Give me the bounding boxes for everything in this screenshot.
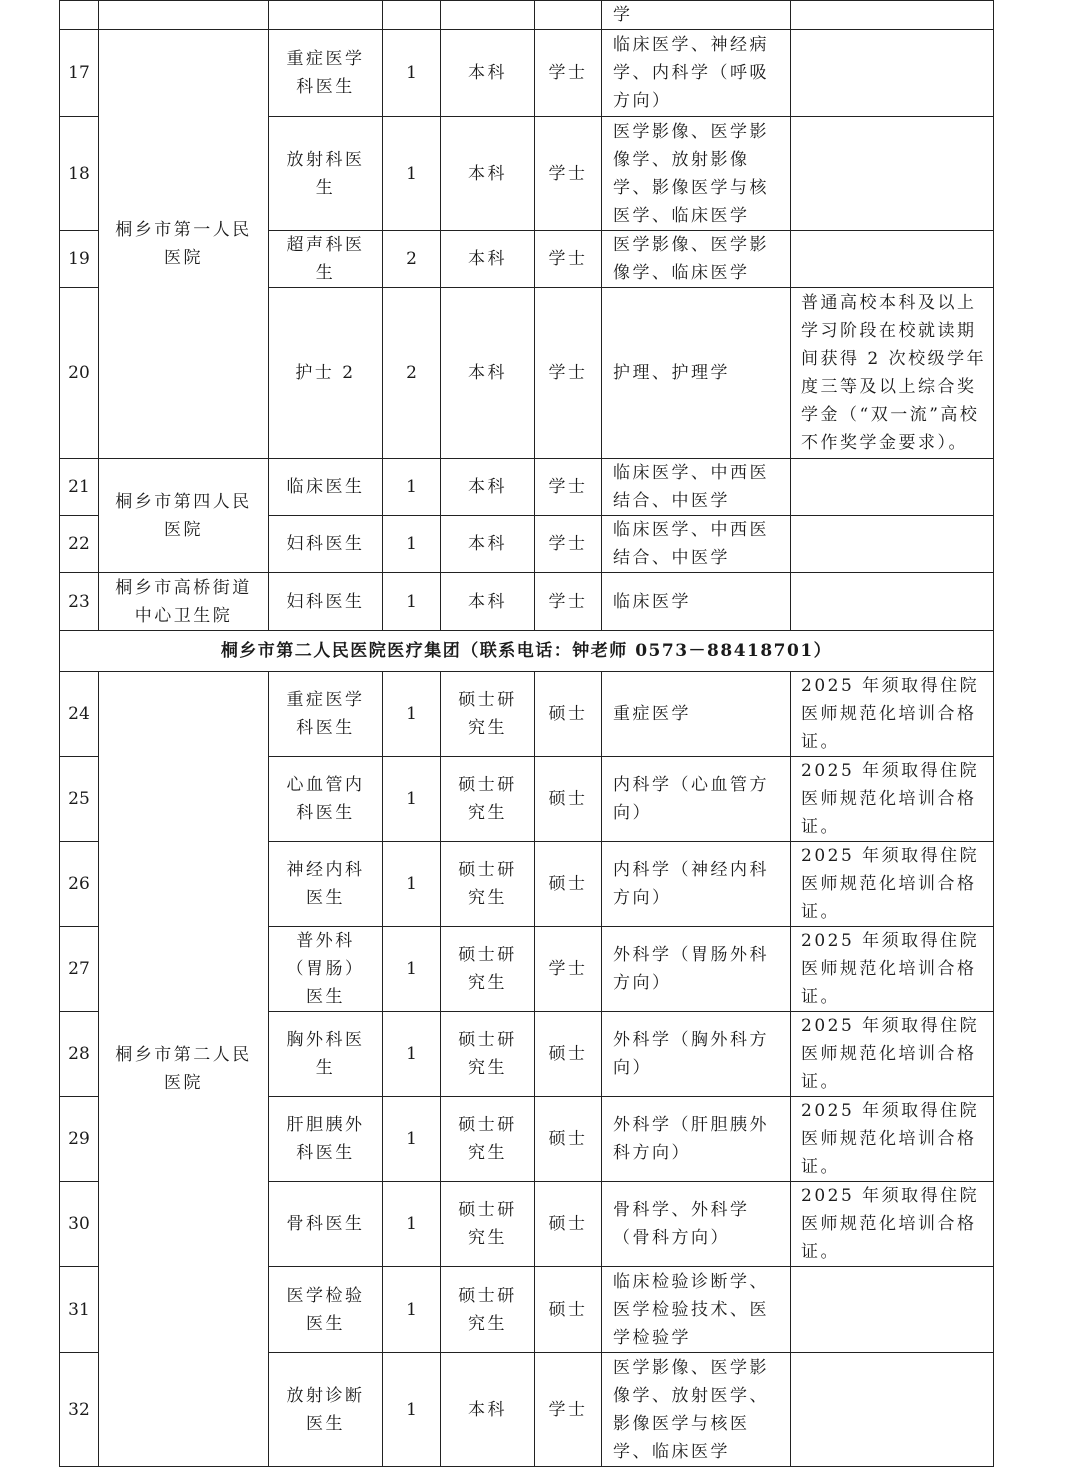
- note-cell: [791, 1353, 994, 1467]
- note-cell: 2025 年须取得住院医师规范化培训合格证。: [791, 1097, 994, 1182]
- row-number: 31: [60, 1267, 99, 1353]
- major-cell: 临床医学: [602, 573, 791, 631]
- major-cell: 内科学（心血管方向）: [602, 757, 791, 842]
- row-number: 18: [60, 117, 99, 231]
- major-cell: 临床医学、中西医结合、中医学: [602, 516, 791, 573]
- major-cell: 医学影像、医学影像学、临床医学: [602, 231, 791, 288]
- count-cell: 1: [383, 516, 441, 573]
- row-number: 24: [60, 672, 99, 757]
- row-number: 32: [60, 1353, 99, 1467]
- row-number: 25: [60, 757, 99, 842]
- count-cell: 1: [383, 459, 441, 516]
- count-cell: 1: [383, 1012, 441, 1097]
- table-row: [60, 459, 994, 516]
- note-cell: [791, 1, 994, 30]
- row-number: 19: [60, 231, 99, 288]
- position-cell: 放射诊断医生: [269, 1353, 383, 1467]
- degree-cell: 硕士: [535, 1267, 602, 1353]
- degree-cell: 学士: [535, 927, 602, 1012]
- note-cell: [791, 573, 994, 631]
- note-cell: 2025 年须取得住院医师规范化培训合格证。: [791, 757, 994, 842]
- recruitment-table: [59, 0, 994, 1467]
- row-number: 27: [60, 927, 99, 1012]
- note-cell: 2025 年须取得住院医师规范化培训合格证。: [791, 927, 994, 1012]
- degree-cell: 学士: [535, 117, 602, 231]
- degree-cell: [535, 1, 602, 30]
- position-cell: [269, 1, 383, 30]
- education-cell: 本科: [441, 459, 535, 516]
- note-cell: 2025 年须取得住院医师规范化培训合格证。: [791, 672, 994, 757]
- major-cell: 医学影像、医学影像学、放射影像学、影像医学与核医学、临床医学: [602, 117, 791, 231]
- note-cell: 2025 年须取得住院医师规范化培训合格证。: [791, 1182, 994, 1267]
- unit-cell: 桐乡市高桥街道中心卫生院: [99, 573, 269, 631]
- major-cell: 内科学（神经内科方向）: [602, 842, 791, 927]
- position-cell: 骨科医生: [269, 1182, 383, 1267]
- education-cell: 硕士研究生: [441, 927, 535, 1012]
- degree-cell: 学士: [535, 231, 602, 288]
- major-cell: 外科学（胸外科方向）: [602, 1012, 791, 1097]
- section-header: 桐乡市第二人民医院医疗集团（联系电话：钟老师 0573－88418701）: [60, 631, 994, 672]
- count-cell: 1: [383, 842, 441, 927]
- degree-cell: 学士: [535, 459, 602, 516]
- count-cell: [383, 1, 441, 30]
- count-cell: 2: [383, 231, 441, 288]
- degree-cell: 硕士: [535, 672, 602, 757]
- education-cell: 本科: [441, 1353, 535, 1467]
- degree-cell: 学士: [535, 573, 602, 631]
- major-cell: 重症医学: [602, 672, 791, 757]
- major-cell: 临床医学、神经病学、内科学（呼吸方向）: [602, 30, 791, 117]
- degree-cell: 硕士: [535, 1097, 602, 1182]
- note-cell: 普通高校本科及以上学习阶段在校就读期间获得 2 次校级学年度三等及以上综合奖学金（“双一流”高校不作奖学金要求）。: [791, 288, 994, 459]
- count-cell: 2: [383, 288, 441, 459]
- count-cell: 1: [383, 1182, 441, 1267]
- education-cell: 本科: [441, 117, 535, 231]
- degree-cell: 学士: [535, 1353, 602, 1467]
- degree-cell: 学士: [535, 30, 602, 117]
- education-cell: 硕士研究生: [441, 1012, 535, 1097]
- education-cell: 硕士研究生: [441, 1097, 535, 1182]
- row-number: 20: [60, 288, 99, 459]
- table-row: [60, 672, 994, 757]
- degree-cell: 学士: [535, 516, 602, 573]
- note-cell: [791, 117, 994, 231]
- major-cell: 临床医学、中西医结合、中医学: [602, 459, 791, 516]
- unit-cell: 桐乡市第二人民医院: [99, 672, 269, 1467]
- position-cell: 超声科医生: [269, 231, 383, 288]
- degree-cell: 硕士: [535, 1012, 602, 1097]
- education-cell: 硕士研究生: [441, 842, 535, 927]
- row-number: 21: [60, 459, 99, 516]
- count-cell: 1: [383, 1353, 441, 1467]
- major-cell: 学: [602, 1, 791, 30]
- education-cell: 本科: [441, 30, 535, 117]
- degree-cell: 硕士: [535, 1182, 602, 1267]
- education-cell: 硕士研究生: [441, 672, 535, 757]
- row-number: 23: [60, 573, 99, 631]
- note-cell: [791, 1267, 994, 1353]
- count-cell: 1: [383, 927, 441, 1012]
- degree-cell: 学士: [535, 288, 602, 459]
- count-cell: 1: [383, 573, 441, 631]
- position-cell: 妇科医生: [269, 516, 383, 573]
- position-cell: 妇科医生: [269, 573, 383, 631]
- position-cell: 心血管内科医生: [269, 757, 383, 842]
- table-row: [60, 1, 994, 30]
- note-cell: 2025 年须取得住院医师规范化培训合格证。: [791, 1012, 994, 1097]
- degree-cell: 硕士: [535, 757, 602, 842]
- major-cell: 护理、护理学: [602, 288, 791, 459]
- note-cell: 2025 年须取得住院医师规范化培训合格证。: [791, 842, 994, 927]
- count-cell: 1: [383, 1267, 441, 1353]
- position-cell: 重症医学科医生: [269, 30, 383, 117]
- degree-cell: 硕士: [535, 842, 602, 927]
- position-cell: 肝胆胰外科医生: [269, 1097, 383, 1182]
- position-cell: 医学检验医生: [269, 1267, 383, 1353]
- row-number: 26: [60, 842, 99, 927]
- note-cell: [791, 30, 994, 117]
- note-cell: [791, 459, 994, 516]
- unit-cell: [99, 1, 269, 30]
- position-cell: 神经内科医生: [269, 842, 383, 927]
- count-cell: 1: [383, 672, 441, 757]
- note-cell: [791, 231, 994, 288]
- count-cell: 1: [383, 1097, 441, 1182]
- education-cell: 本科: [441, 288, 535, 459]
- count-cell: 1: [383, 757, 441, 842]
- position-cell: 普外科（胃肠）医生: [269, 927, 383, 1012]
- position-cell: 胸外科医生: [269, 1012, 383, 1097]
- count-cell: 1: [383, 30, 441, 117]
- row-number: 30: [60, 1182, 99, 1267]
- note-cell: [791, 516, 994, 573]
- education-cell: 本科: [441, 516, 535, 573]
- row-number: 17: [60, 30, 99, 117]
- count-cell: 1: [383, 117, 441, 231]
- row-number: [60, 1, 99, 30]
- position-cell: 临床医生: [269, 459, 383, 516]
- row-number: 29: [60, 1097, 99, 1182]
- major-cell: 医学影像、医学影像学、放射医学、影像医学与核医学、临床医学: [602, 1353, 791, 1467]
- education-cell: 硕士研究生: [441, 1267, 535, 1353]
- unit-cell: 桐乡市第一人民医院: [99, 30, 269, 459]
- table-row: [60, 30, 994, 117]
- row-number: 28: [60, 1012, 99, 1097]
- position-cell: 护士 2: [269, 288, 383, 459]
- education-cell: 本科: [441, 231, 535, 288]
- major-cell: 外科学（肝胆胰外科方向）: [602, 1097, 791, 1182]
- major-cell: 临床检验诊断学、医学检验技术、医学检验学: [602, 1267, 791, 1353]
- row-number: 22: [60, 516, 99, 573]
- education-cell: [441, 1, 535, 30]
- position-cell: 重症医学科医生: [269, 672, 383, 757]
- education-cell: 硕士研究生: [441, 757, 535, 842]
- table-row: [60, 573, 994, 631]
- education-cell: 硕士研究生: [441, 1182, 535, 1267]
- education-cell: 本科: [441, 573, 535, 631]
- section-header-row: [60, 631, 994, 672]
- position-cell: 放射科医生: [269, 117, 383, 231]
- unit-cell: 桐乡市第四人民医院: [99, 459, 269, 573]
- major-cell: 骨科学、外科学（骨科方向）: [602, 1182, 791, 1267]
- major-cell: 外科学（胃肠外科方向）: [602, 927, 791, 1012]
